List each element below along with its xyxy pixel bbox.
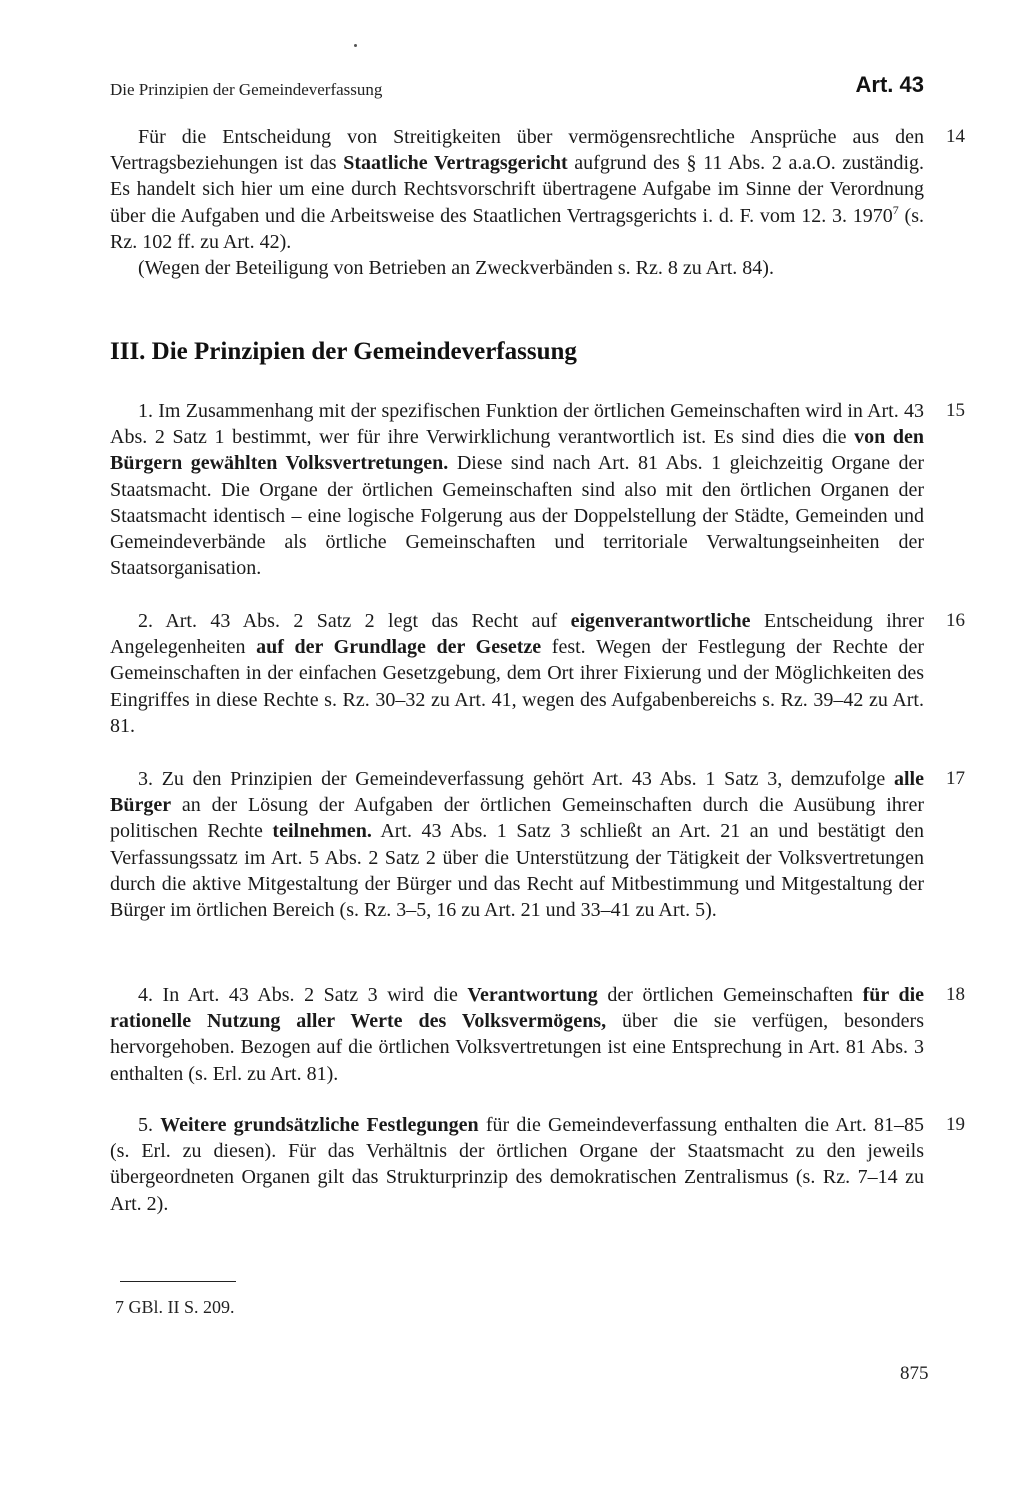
paragraph-19: 5. Weitere grundsätzliche Festlegungen für die Gemeindeverfassung enthalten die Art. 81–85 (s. Erl. zu diesen). Für das Verhältnis der örtlichen Organe der Staatsmacht zu den jeweils übergeordneten Organen gilt das Strukturprinzip des demokratischen Zentralismus (s. Rz. 7–14 zu Art. 2). — [110, 1114, 924, 1215]
margin-number-18: 18 — [946, 984, 965, 1005]
footnote-ref: 7 — [892, 202, 899, 217]
print-speck — [354, 44, 357, 47]
paragraph-17: 3. Zu den Prinzipien der Gemeindeverfassung gehört Art. 43 Abs. 1 Satz 3, demzufolge alle Bürger an der Lösung der Aufgaben der örtlichen Gemeinschaften durch die Ausübung ihrer politischen Rechte teilnehmen. Art. 43 Abs. 1 Satz 3 schließt an Art. 21 an und bestätigt den Verfassungssatz im Art. 5 Abs. 2 Satz 2 über die Unterstützung der Tätigkeit der Volksvertretungen durch die aktive Mitgestaltung der Bürger und das Recht auf Mitbestimmung und Mitgestaltung der Bürger im örtlichen Bereich (s. Rz. 3–5, 16 zu Art. 21 und 33–41 zu Art. 5). — [110, 768, 924, 922]
margin-number-15: 15 — [946, 400, 965, 421]
paragraph-18: 4. In Art. 43 Abs. 2 Satz 3 wird die Verantwortung der örtlichen Gemeinschaften für die rationelle Nutzung aller Werte des Volksvermögens, über die sie verfügen, besonders hervorgehoben. Bezogen auf die örtlichen Volksvertretungen ist eine Entsprechung in Art. 81 Abs. 3 enthalten (s. Erl. zu Art. 81). — [110, 984, 925, 1085]
running-title: Die Prinzipien der Gemeindeverfassung — [110, 80, 383, 99]
paragraph-14 — [110, 124, 924, 281]
footnote: 7 GBl. II S. 209. — [115, 1297, 235, 1317]
paragraph-14-note: (Wegen der Beteiligung von Betrieben an Zweckverbänden s. Rz. 8 zu Art. 84). — [138, 257, 774, 280]
article-label: Art. 43 — [855, 72, 924, 97]
section-heading: III. Die Prinzipien der Gemeindeverfassung — [110, 338, 577, 365]
margin-number-16: 16 — [946, 610, 965, 631]
paragraph-15: 1. Im Zusammenhang mit der spezifischen Funktion der örtlichen Gemeinschaften wird in Art. 43 Abs. 2 Satz 1 bestimmt, wer für ihre Verwirklichung verantwortlich ist. Es sind dies die von den Bürgern gewählten Volksvertretungen. Diese sind nach Art. 81 Abs. 1 gleichzeitig Organe der Staatsmacht. Die Organe der örtlichen Gemeinschaften sind also mit den örtlichen Organen der Staatsmacht identisch – eine logische Folgerung aus der Doppelstellung der Städte, Gemeinden und Gemeindeverbände als örtliche Gemeinschaften und territoriale Verwaltungseinheiten der Staatsorganisation. — [110, 400, 924, 580]
margin-number-19: 19 — [946, 1114, 965, 1135]
paragraph-16: 2. Art. 43 Abs. 2 Satz 2 legt das Recht auf eigenverantwortliche Entscheidung ihrer Angelegenheiten auf der Grundlage der Gesetze fest. Wegen der Festlegung der Rechte der Gemeinschaften in der einfachen Gesetzgebung, dem Ort ihrer Fixierung und der Möglichkeiten des Eingriffes in diese Rechte s. Rz. 30–32 zu Art. 41, wegen des Aufgabenbereichs s. Rz. 39–42 zu Art. 81. — [110, 610, 925, 737]
page-number: 875 — [900, 1363, 929, 1384]
footnote-divider — [120, 1281, 236, 1282]
margin-number-17: 17 — [946, 768, 965, 789]
paragraph-14-text: Für die Entscheidung von Streitigkeiten über vermögensrechtliche Ansprüche aus den Vertragsbeziehungen ist das Staatliche Vertragsgericht aufgrund des § 11 Abs. 2 a.a.O. zuständig. Es handelt sich hier um eine durch Rechtsvorschrift übertragene Aufgabe im Sinne der Verordnung über die Aufgaben und die Arbeitsweise des Staatlichen Vertragsgerichts i. d. F. vom 12. 3. 1970$^7$ (s. Rz. 102 ff. zu Art. 42). — [110, 126, 924, 253]
margin-number-14: 14 — [946, 126, 965, 147]
